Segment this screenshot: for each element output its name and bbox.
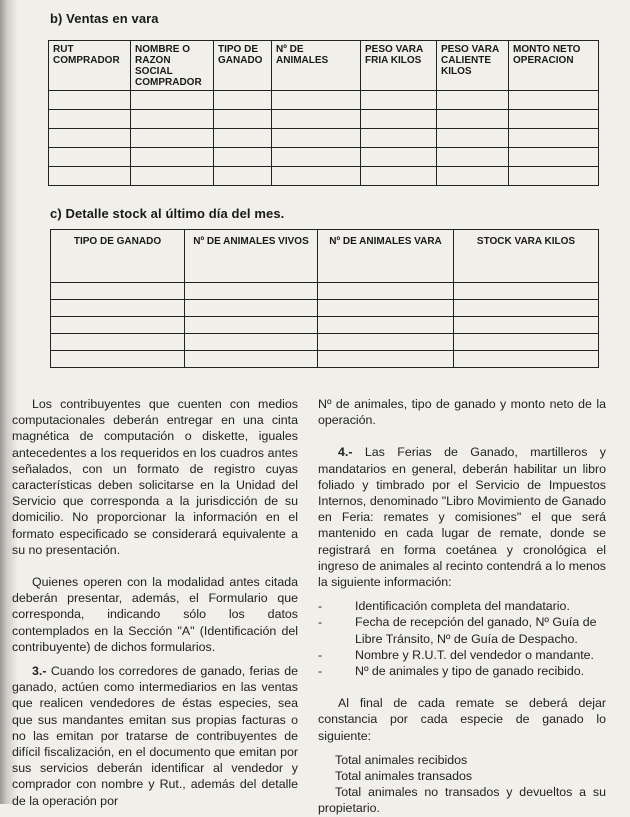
empty-cell	[318, 300, 454, 317]
paragraph-final-remate: Al final de cada remate se deberá dejar constancia por cada especie de ganado lo siguiente:	[318, 696, 606, 743]
empty-cell	[318, 351, 454, 368]
table-row	[49, 110, 599, 129]
section-c-title: c) Detalle stock al último día del mes.	[50, 206, 285, 221]
empty-cell	[437, 110, 509, 129]
empty-cell	[318, 334, 454, 351]
empty-cell	[131, 167, 214, 186]
total-line: Total animales recibidos	[335, 752, 468, 767]
paragraph-point-3	[12, 663, 298, 809]
empty-cell	[509, 110, 599, 129]
col-header-monto: MONTO NETO OPERACION	[509, 41, 599, 91]
empty-cell	[214, 167, 272, 186]
list-item: - Identificación completa del mandatario.	[318, 599, 570, 614]
empty-cell	[51, 317, 185, 334]
table-row	[51, 300, 599, 317]
list-item: - Nº de animales y tipo de ganado recibido.	[318, 664, 585, 679]
empty-cell	[318, 317, 454, 334]
empty-cell	[214, 91, 272, 110]
empty-cell	[214, 110, 272, 129]
point-3-number: 3.-	[32, 664, 47, 679]
empty-cell	[361, 110, 437, 129]
empty-cell	[131, 91, 214, 110]
empty-cell	[51, 351, 185, 368]
col-header-animales: Nº DE ANIMALES	[272, 41, 361, 91]
paragraph-point-4	[318, 444, 606, 590]
point-3-text: Cuando los corredores de ganado, ferias de ganado, actúen como intermediarios en las ventas que realicen vendedores de éstas especies, sea que sus mandantes emitan sus propias facturas o no las emitan por tratarse de contribuyentes de difícil fiscalización, en el documento que emitan por sus servicios deberán identificar al vendedor y comprador con nombre y Rut., además del detalle de la operación por	[12, 664, 298, 808]
table-row	[51, 351, 599, 368]
empty-cell	[272, 167, 361, 186]
right-text-column	[318, 396, 606, 817]
empty-cell	[214, 148, 272, 167]
section-b-title: b) Ventas en vara	[50, 11, 159, 26]
empty-cell	[318, 283, 454, 300]
empty-cell	[272, 129, 361, 148]
empty-cell	[49, 110, 131, 129]
list-item: - Fecha de recepción del ganado, Nº Guía de Libre Tránsito, Nº de Guía de Despacho.	[318, 615, 597, 646]
empty-cell	[131, 148, 214, 167]
col-header-rut: RUT COMPRADOR	[49, 41, 131, 91]
col-header-animales-vara: Nº DE ANIMALES VARA	[318, 230, 454, 283]
paragraph-modalidad: Quienes operen con la modalidad antes citada deberán presentar, además, el Formulario que corresponda, indicando sólo los datos contemplados en la Sección "A" (Identificación del contribuyente) de dichos formularios.	[12, 575, 298, 654]
col-header-peso-fria: PESO VARA FRIA KILOS	[361, 41, 437, 91]
total-line: Total animales no transados y devueltos a su propietario.	[318, 785, 606, 816]
empty-cell	[361, 167, 437, 186]
empty-cell	[185, 334, 318, 351]
empty-cell	[49, 91, 131, 110]
empty-cell	[185, 300, 318, 317]
col-header-animales-vivos: Nº DE ANIMALES VIVOS	[185, 230, 318, 283]
empty-cell	[437, 148, 509, 167]
required-info-list	[318, 598, 606, 679]
col-header-stock-vara: STOCK VARA KILOS	[454, 230, 599, 283]
table-row	[51, 334, 599, 351]
empty-cell	[454, 334, 599, 351]
left-text-column	[12, 396, 298, 809]
empty-cell	[214, 129, 272, 148]
col-header-peso-caliente: PESO VARA CALIENTE KILOS	[437, 41, 509, 91]
table-row	[49, 167, 599, 186]
empty-cell	[509, 91, 599, 110]
empty-cell	[51, 283, 185, 300]
empty-cell	[185, 283, 318, 300]
empty-cell	[131, 110, 214, 129]
empty-cell	[272, 148, 361, 167]
empty-cell	[437, 129, 509, 148]
empty-cell	[437, 91, 509, 110]
paragraph-medios-computacionales: Los contribuyentes que cuenten con medios computacionales deberán entregar en una cinta magnética de computación o diskette, iguales antecedentes a los requeridos en los cuadros antes señalados, con un formato de registro cuyas características deben solicitarse en la Unidad del Servicio que corresponda a la jurisdicción de su domicilio. No proporcionar la información en el formato especificado se considerará equivalente a su no presentación.	[12, 397, 298, 557]
point-4-text: Las Ferias de Ganado, martilleros y mandatarios en general, deberán habilitar un libro foliado y timbrado por el Servicio de Impuestos Internos, denominado "Libro Movimiento de Ganado en Feria: remates y comisiones" el que será mantenido en cada lugar de remate, donde se registrará en forma coetánea y cronológica el ingreso de animales al recinto contendrá a lo menos la siguiente información:	[318, 445, 606, 590]
empty-cell	[49, 167, 131, 186]
total-line: Total animales transados	[335, 769, 473, 784]
empty-cell	[131, 129, 214, 148]
empty-cell	[454, 283, 599, 300]
table-row	[49, 91, 599, 110]
empty-cell	[185, 351, 318, 368]
empty-cell	[272, 110, 361, 129]
ventas-en-vara-table	[48, 40, 599, 186]
empty-cell	[454, 351, 599, 368]
empty-cell	[509, 167, 599, 186]
empty-cell	[509, 129, 599, 148]
empty-cell	[49, 148, 131, 167]
col-header-nombre: NOMBRE O RAZON SOCIAL COMPRADOR	[131, 41, 214, 91]
empty-cell	[361, 91, 437, 110]
table-row	[49, 148, 599, 167]
empty-cell	[51, 300, 185, 317]
table-row	[51, 283, 599, 300]
table-header-row	[51, 230, 599, 283]
empty-cell	[454, 317, 599, 334]
stock-table	[50, 229, 599, 368]
table-row	[51, 317, 599, 334]
empty-cell	[49, 129, 131, 148]
empty-cell	[361, 129, 437, 148]
table-row	[49, 129, 599, 148]
empty-cell	[509, 148, 599, 167]
empty-cell	[51, 334, 185, 351]
empty-cell	[454, 300, 599, 317]
empty-cell	[437, 167, 509, 186]
list-item: - Nombre y R.U.T. del vendedor o mandante.	[318, 647, 594, 662]
table-header-row	[49, 41, 599, 91]
empty-cell	[272, 91, 361, 110]
point-4-number: 4.-	[338, 445, 353, 460]
empty-cell	[185, 317, 318, 334]
paragraph-continuation: Nº de animales, tipo de ganado y monto neto de la operación.	[318, 397, 606, 428]
empty-cell	[361, 148, 437, 167]
col-header-tipo: TIPO DE GANADO	[214, 41, 272, 91]
col-header-tipo-ganado: TIPO DE GANADO	[51, 230, 185, 283]
